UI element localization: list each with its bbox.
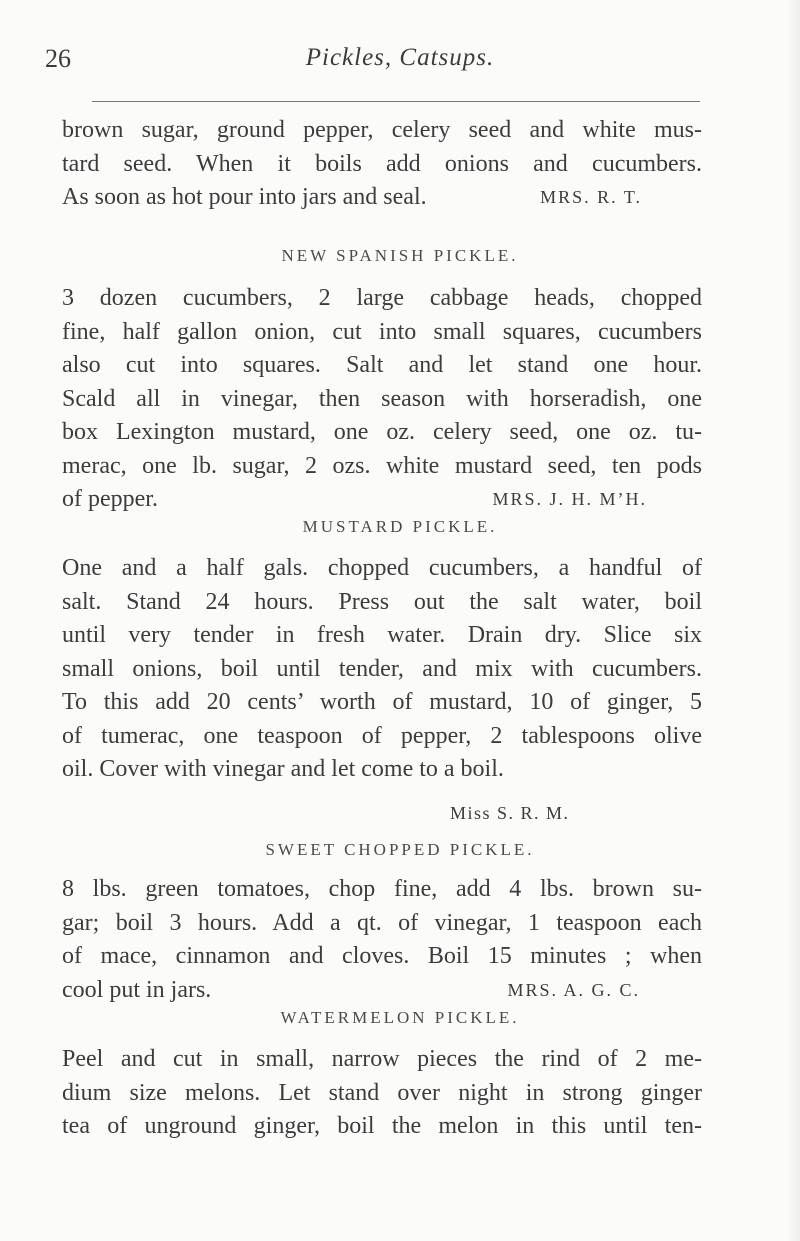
text-line: tard seed. When it boils add onions and cucumbers. (62, 150, 702, 177)
text-line: also cut into squares. Salt and let stand one hour. (62, 352, 702, 378)
recipe-heading: SWEET CHOPPED PICKLE. (265, 840, 535, 859)
text-line: brown sugar, ground pepper, celery seed and white mus- (62, 117, 702, 143)
recipe-body (62, 873, 702, 1007)
text-line: One and a half gals. chopped cucumbers, a handful of (62, 555, 702, 581)
recipe-heading: WATERMELON PICKLE. (280, 1008, 520, 1027)
header-rule (92, 101, 700, 102)
recipe-signature: MRS. A. G. C. (507, 979, 640, 1000)
text-line: box Lexington mustard, one oz. celery seed, one oz. tu- (62, 419, 702, 445)
text-line: gar; boil 3 hours. Add a qt. of vinegar, 1 teaspoon each (62, 909, 702, 936)
text-line: of mace, cinnamon and cloves. Boil 15 minutes ; when (62, 943, 702, 969)
text-line-content: cool put in jars. (62, 976, 212, 1003)
text-line: Peel and cut in small, narrow pieces the rind of 2 me- (62, 1046, 702, 1072)
text-line-content: As soon as hot pour into jars and seal. (62, 184, 427, 210)
text-line: oil. Cover with vinegar and let come to a boil. (62, 756, 504, 782)
recipe-signature: Miss S. R. M. (450, 803, 570, 823)
recipe-signature: MRS. J. H. M’H. (492, 489, 647, 509)
text-line: small onions, boil until tender, and mix with cucumbers. (62, 655, 702, 682)
text-line: Scald all in vinegar, then season with horseradish, one (62, 385, 702, 412)
page-edge-shadow (786, 0, 800, 1241)
recipe-signature: MRS. R. T. (540, 187, 642, 207)
text-line: 3 dozen cucumbers, 2 large cabbage heads, chopped (62, 285, 702, 311)
page-number: 26 (45, 44, 71, 73)
text-line: of tumerac, one teaspoon of pepper, 2 tablespoons olive (62, 722, 702, 749)
text-line: tea of unground ginger, boil the melon in this until ten- (62, 1113, 702, 1139)
text-line: merac, one lb. sugar, 2 ozs. white mustard seed, ten pods (62, 452, 702, 479)
running-title: Pickles, Catsups. (305, 44, 495, 71)
text-line-content: of pepper. (62, 486, 158, 512)
text-line: salt. Stand 24 hours. Press out the salt water, boil (62, 588, 702, 615)
page-header (0, 44, 800, 84)
recipe-body (62, 552, 702, 787)
recipe-heading: NEW SPANISH PICKLE. (281, 246, 519, 265)
recipe-body (62, 1043, 702, 1144)
text-line: until very tender in fresh water. Drain dry. Slice six (62, 622, 702, 648)
recipe-continued (62, 114, 702, 215)
recipe-body (62, 282, 702, 517)
text-line: dium size melons. Let stand over night in strong ginger (62, 1079, 702, 1106)
recipe-heading: MUSTARD PICKLE. (302, 517, 498, 536)
text-line: To this add 20 cents’ worth of mustard, 10 of ginger, 5 (62, 689, 702, 715)
text-line (62, 181, 702, 215)
text-line (62, 974, 702, 1008)
text-line: fine, half gallon onion, cut into small squares, cucumbers (62, 318, 702, 345)
text-line: 8 lbs. green tomatoes, chop fine, add 4 lbs. brown su- (62, 876, 702, 902)
text-line (62, 483, 702, 517)
